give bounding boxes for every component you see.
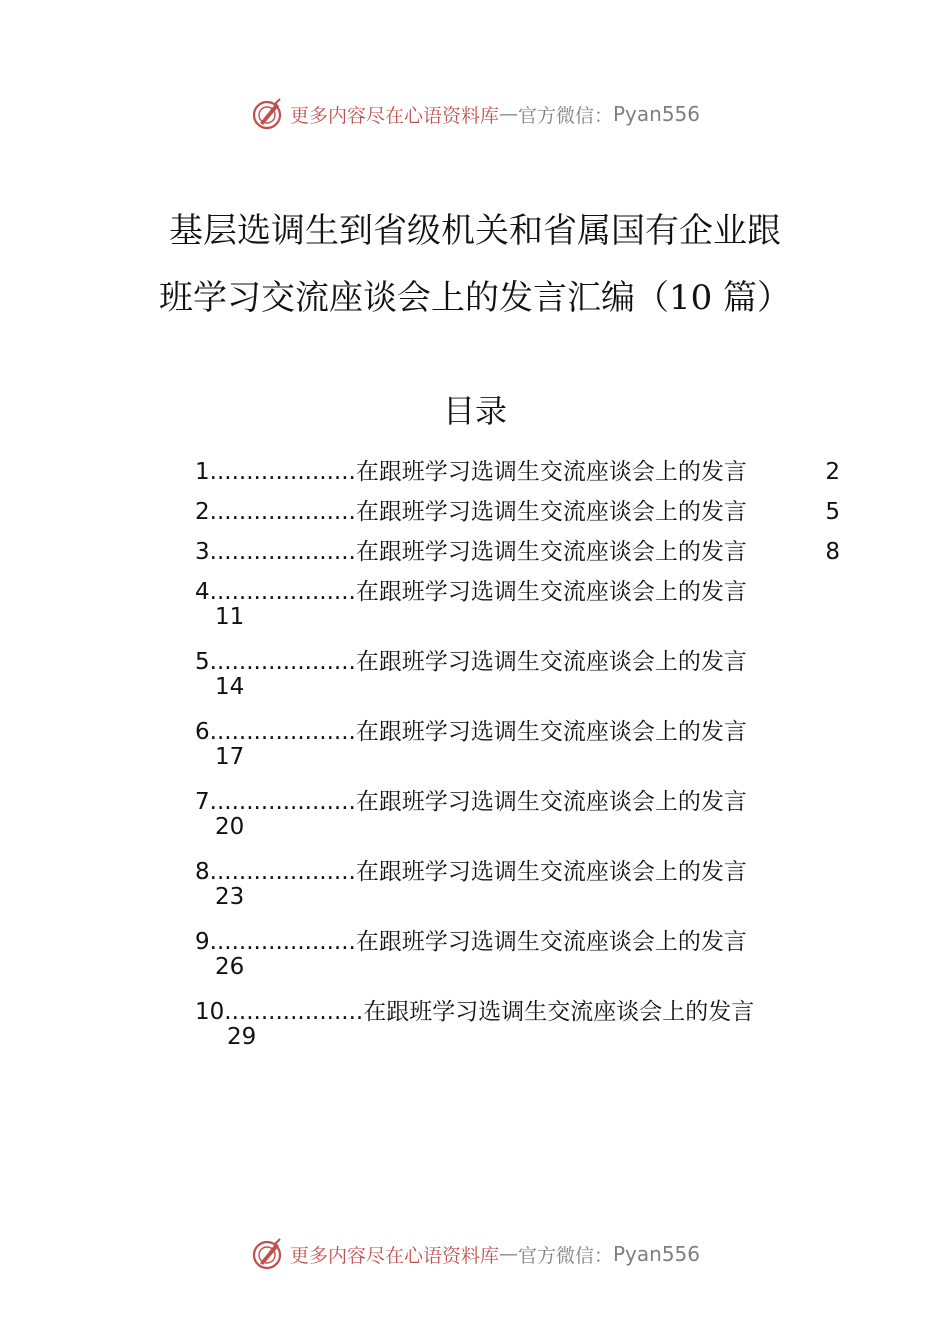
- wechat-handle: Pyan556: [613, 1242, 701, 1266]
- toc-entry-title: 在跟班学习选调生交流座谈会上的发言: [355, 499, 747, 525]
- toc-entry-title: 在跟班学习选调生交流座谈会上的发言: [355, 579, 747, 605]
- toc-entry-line: [195, 452, 855, 492]
- toc-entry-leader-dots: ....................: [209, 459, 356, 485]
- toc-entry-leader-dots: ....................: [209, 719, 356, 745]
- toc-entry-title: 在跟班学习选调生交流座谈会上的发言: [355, 929, 747, 955]
- toc-entry[interactable]: [195, 572, 855, 632]
- toc-entry-title: 在跟班学习选调生交流座谈会上的发言: [363, 999, 755, 1025]
- toc-entry[interactable]: [195, 922, 855, 982]
- pen-circle-logo-icon: [250, 97, 284, 131]
- toc-entry-page-number: 17: [215, 744, 245, 770]
- toc-entry-page-number: 2: [825, 459, 840, 485]
- toc-entry-number: 1: [195, 459, 210, 485]
- toc-entry-leader-dots: ....................: [209, 499, 356, 525]
- toc-entry-page-number: 5: [825, 499, 840, 525]
- separator-dash: —: [498, 103, 518, 125]
- toc-entry-title: 在跟班学习选调生交流座谈会上的发言: [355, 539, 747, 565]
- toc-entry-page-number: 20: [215, 814, 245, 840]
- wechat-handle: Pyan556: [613, 102, 701, 126]
- toc-entry-leader-dots: ...................: [224, 999, 364, 1025]
- toc-entry-leader-dots: ....................: [209, 859, 356, 885]
- header-watermark-banner: [0, 94, 950, 134]
- toc-entry-number: 4: [195, 579, 210, 605]
- toc-entry-title: 在跟班学习选调生交流座谈会上的发言: [355, 789, 747, 815]
- toc-entry-number: 10: [195, 999, 225, 1025]
- toc-entry[interactable]: [195, 642, 855, 702]
- toc-entry-title: 在跟班学习选调生交流座谈会上的发言: [355, 459, 747, 485]
- toc-entry[interactable]: [195, 852, 855, 912]
- toc-entry-leader-dots: ....................: [209, 929, 356, 955]
- document-title-line-2: 班学习交流座谈会上的发言汇编（10 篇）: [158, 278, 792, 318]
- toc-entry[interactable]: [195, 712, 855, 772]
- toc-entry[interactable]: [195, 532, 855, 572]
- toc-entry-number: 6: [195, 719, 210, 745]
- toc-entry-page-number: 11: [215, 604, 245, 630]
- toc-entry-leader-dots: ....................: [209, 539, 356, 565]
- document-title-line-1: 基层选调生到省级机关和省属国有企业跟: [169, 211, 781, 251]
- toc-entry-title: 在跟班学习选调生交流座谈会上的发言: [355, 859, 747, 885]
- toc-entry-title: 在跟班学习选调生交流座谈会上的发言: [355, 719, 747, 745]
- toc-entry-line: [195, 532, 855, 572]
- toc-entry-leader-dots: ....................: [209, 649, 356, 675]
- toc-entry[interactable]: [195, 492, 855, 532]
- toc-entry-leader-dots: ....................: [209, 789, 356, 815]
- toc-entry-line: [195, 492, 855, 532]
- toc-entry-page-number: 26: [215, 954, 245, 980]
- footer-watermark-banner: [0, 1234, 950, 1274]
- pen-circle-logo-icon: [250, 1237, 284, 1271]
- toc-entry[interactable]: [195, 992, 855, 1052]
- toc-entry-number: 3: [195, 539, 210, 565]
- toc-entry-number: 9: [195, 929, 210, 955]
- site-name: 更多内容尽在心语资料库: [289, 104, 499, 127]
- toc-entry-number: 5: [195, 649, 210, 675]
- table-of-contents: [195, 452, 855, 1062]
- toc-entry-number: 8: [195, 859, 210, 885]
- site-name: 更多内容尽在心语资料库: [289, 1244, 499, 1267]
- toc-entry-leader-dots: ....................: [209, 579, 356, 605]
- toc-entry[interactable]: [195, 452, 855, 492]
- toc-entry-title: 在跟班学习选调生交流座谈会上的发言: [355, 649, 747, 675]
- toc-heading: 目录: [442, 392, 507, 430]
- wechat-label: 官方微信：: [517, 1244, 613, 1267]
- toc-entry[interactable]: [195, 782, 855, 842]
- toc-entry-page-number: 8: [825, 539, 840, 565]
- toc-entry-number: 2: [195, 499, 210, 525]
- wechat-label: 官方微信：: [517, 104, 613, 127]
- toc-entry-page-number: 23: [215, 884, 245, 910]
- toc-entry-page-number: 14: [215, 674, 245, 700]
- separator-dash: —: [498, 1243, 518, 1265]
- toc-entry-page-number: 29: [227, 1024, 257, 1050]
- toc-entry-number: 7: [195, 789, 210, 815]
